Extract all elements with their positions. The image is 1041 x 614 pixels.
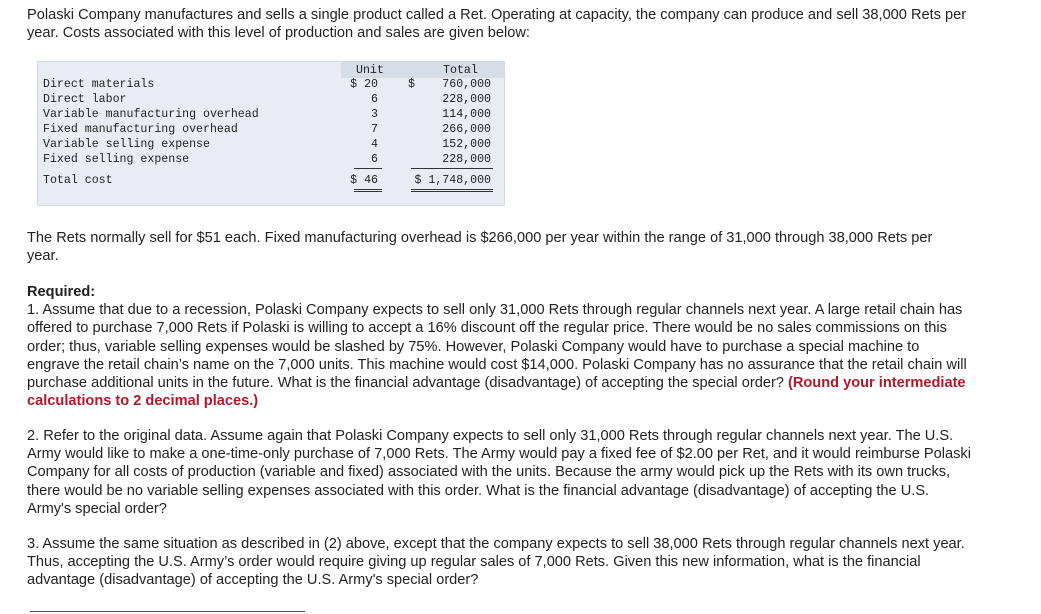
row-unit-variable-mfg-overhead: 3 [371, 108, 378, 121]
row-total-fixed-selling: 228,000 [442, 153, 491, 166]
unit-header: Unit [356, 64, 384, 77]
row-unit-fixed-selling: 6 [371, 153, 378, 166]
row-label-fixed-selling: Fixed selling expense [43, 153, 190, 166]
row-label-fixed-mfg-overhead: Fixed manufacturing overhead [43, 123, 238, 136]
question-2: 2. Refer to the original data. Assume again that Polaski Company expects to sell only 31,000 Rets through regular channels next year. The U.S. Army would like to make a one-time-only purchase of 7,000 Rets. The Army would pay a fixed fee of $2.00 per Ret, and it would reimburse Polaski Company for all costs of production (variable and fixed) associated with the units. Because the army would pick up the Rets with its own trucks, there would be no variable selling expenses associated with this order. What is the financial advantage (disadvantage) of accepting the U.S. Army's special order? [27, 428, 971, 517]
required-heading: Required: [27, 284, 96, 300]
subtotal-rule-total [411, 168, 493, 169]
row-total-variable-mfg-overhead: 114,000 [442, 108, 491, 121]
row-unit-variable-selling: 4 [371, 138, 378, 151]
row-unit-direct-materials: $ 20 [350, 78, 378, 91]
total-cost-unit: $ 46 [350, 174, 378, 187]
row-total-fixed-mfg-overhead: 266,000 [442, 123, 491, 136]
total-cost-label: Total cost [43, 174, 113, 187]
question-1 [27, 301, 972, 410]
double-rule-unit-1 [354, 189, 382, 190]
row-label-variable-mfg-overhead: Variable manufacturing overhead [43, 108, 259, 121]
question-1-rounding-note: (Round your intermediate calculations to 2 decimal places.) [27, 375, 966, 410]
total-header: Total [443, 64, 478, 77]
cost-table [37, 61, 505, 206]
double-rule-total-1 [411, 189, 493, 190]
bottom-divider [30, 611, 305, 612]
row-total-direct-materials: 760,000 [442, 78, 491, 91]
total-cost-total: $ 1,748,000 [414, 174, 491, 187]
row-unit-direct-labor: 6 [371, 93, 378, 106]
subtotal-rule-unit [354, 168, 382, 169]
row-total-variable-selling: 152,000 [442, 138, 491, 151]
row-label-direct-materials: Direct materials [43, 78, 155, 91]
double-rule-total-2 [411, 191, 493, 192]
intro-paragraph: Polaski Company manufactures and sells a single product called a Ret. Operating at capacity, the company can produce and sell 38,000 Rets per year. Costs associated with this level of production and sales are given below: [27, 7, 967, 42]
question-1-text: 1. Assume that due to a recession, Polaski Company expects to sell only 31,000 Rets through regular channels next year. A large retail chain has offered to purchase 7,000 Rets if Polaski is willing to accept a 16% discount off the regular price. There would be no sales commissions on this order; thus, variable selling expenses would be slashed by 75%. However, Polaski Company would have to purchase a special machine to engrave the retail chain’s name on the 7,000 units. This machine would cost $14,000. Polaski Company has no assurance that the retail chain will purchase additional units in the future. What is the financial advantage (disadvantage) of accepting the special order? [27, 302, 967, 392]
row-total-direct-labor: 228,000 [442, 93, 491, 106]
row-label-direct-labor: Direct labor [43, 93, 127, 106]
row-dollar-sign: $ [408, 78, 415, 91]
required-section [27, 283, 972, 410]
row-unit-fixed-mfg-overhead: 7 [371, 123, 378, 136]
row-label-variable-selling: Variable selling expense [43, 138, 210, 151]
price-paragraph: The Rets normally sell for $51 each. Fixed manufacturing overhead is $266,000 per year within the range of 31,000 through 38,000 Rets per year. [27, 230, 933, 265]
double-rule-unit-2 [354, 191, 382, 192]
question-3: 3. Assume the same situation as described in (2) above, except that the company expects to sell 38,000 Rets through regular channels next year. Thus, accepting the U.S. Army’s order would require giving up regular sales of 7,000 Rets. Given this new information, what is the financial advantage (disadvantage) of accepting the U.S. Army's special order? [27, 536, 965, 589]
